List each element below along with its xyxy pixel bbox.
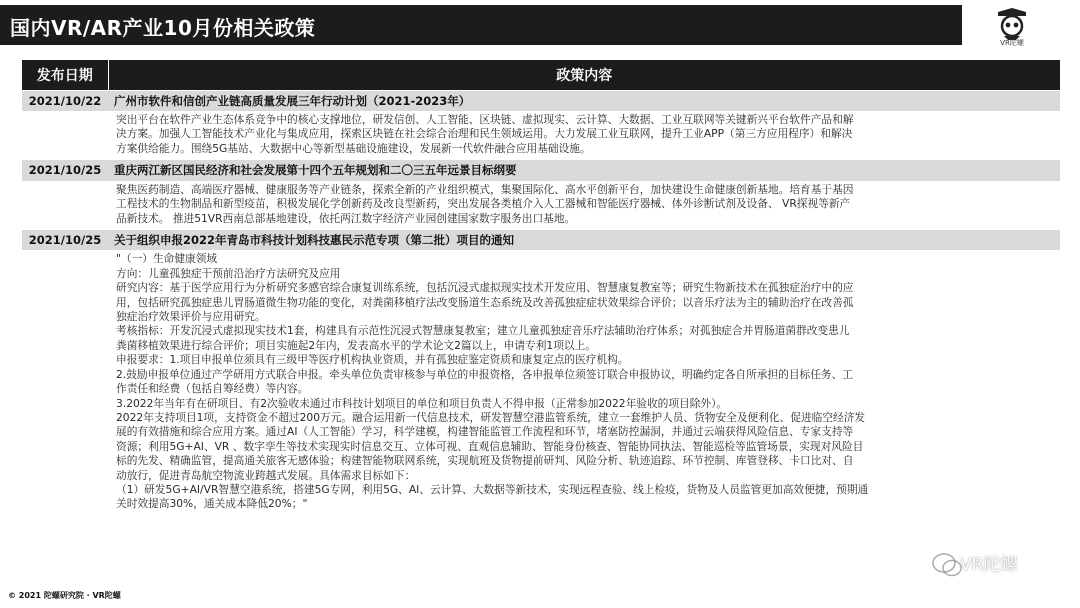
content-line: 品新技术。 推进51VR西南总部基地建设，依托两江数字经济产业园创建国家数字服务出口基地。 bbox=[116, 211, 576, 225]
content-line: 聚焦医药制造、高端医疗器械、健康服务等产业链条，探索全新的产业组织模式，集聚国际化、高水平创新平台，加快建设生命健康创新基地。培育基于基因 bbox=[116, 182, 854, 196]
content-line: 2.鼓励申报单位通过产学研用方式联合申报。牵头单位负责审核参与单位的申报资格，各申报单位须签订联合申报协议，明确约定各自所承担的目标任务、工 bbox=[116, 367, 853, 381]
table-header-row bbox=[22, 60, 1060, 90]
content-line: 2022年支持项目1项，支持资金不超过200万元。融合运用新一代信息技术，研发智慧空港监管系统，建立一套维护人员、货物安全及便利化、促进临空经济发 bbox=[116, 410, 866, 424]
content-line: （1）研发5G+AI/VR智慧空港系统，搭建5G专网，利用5G、AI、云计算、大数据等新技术，实现远程查验、线上检疫，货物及人员监管更加高效便捷，预期通 bbox=[116, 482, 869, 496]
content-line: "（一）生命健康领域 bbox=[116, 252, 218, 266]
content-line: 作责任和经费（包括自筹经费）等内容。 bbox=[116, 382, 309, 396]
policy-content bbox=[108, 250, 1060, 514]
policy-header-row bbox=[22, 160, 1060, 181]
policy-content bbox=[108, 111, 1060, 160]
content-line: 申报要求：1.项目申报单位须具有三级甲等医疗机构执业资质，并有孤独症鉴定资质和康复定点的医疗机构。 bbox=[116, 353, 629, 367]
policy-date: 2021/10/25 bbox=[22, 229, 108, 250]
content-line: 关时效提高30%，通关成本降低20%；" bbox=[116, 497, 308, 511]
logo-text: VR陀螺 bbox=[1000, 39, 1024, 47]
policy-header-row bbox=[22, 90, 1060, 111]
content-line: 资源；利用5G+AI、VR 、数字孪生等技术实现实时信息交互、立体可视、直观信息辅助、智能身份核查、智能协同执法、智能巡检等监管场景，实现对风险目 bbox=[116, 439, 864, 453]
column-header-content: 政策内容 bbox=[108, 60, 1060, 90]
content-line: 决方案。加强人工智能技术产业化与集成应用，探索区块链在社会综合治理和民生领域运用。大力发展工业互联网，提升工业APP（第三方应用程序）和解决 bbox=[116, 127, 853, 141]
policy-content bbox=[108, 181, 1060, 230]
content-line: 工程技术的生物制品和新型疫苗，积极发展化学创新药及改良型新药，突出发展各类植介入人工器械和智能医疗器械、体外诊断试剂及设备、 VR探视等新产 bbox=[116, 197, 851, 211]
policy-body-row bbox=[22, 111, 1060, 160]
content-line: 突出平台在软件产业生态体系竞争中的核心支撑地位，研发信创、人工智能、区块链、虚拟现实、云计算、大数据、工业互联网等关键新兴平台软件产品和解 bbox=[116, 113, 854, 126]
policy-header-row bbox=[22, 229, 1060, 250]
content-line: 粪菌移植效果进行综合评价；项目实施起2年内，发表高水平的学术论文2篇以上，申请专利1项以上。 bbox=[116, 338, 596, 352]
policy-title: 重庆两江新区国民经济和社会发展第十四个五年规划和二〇三五年远景目标纲要 bbox=[108, 160, 1060, 181]
content-line: 动放行，促进青岛航空物流业跨越式发展。具体需求目标如下： bbox=[116, 468, 416, 482]
policy-date: 2021/10/25 bbox=[22, 160, 108, 181]
content-line: 展的有效措施和综合应用方案。通过AI（人工智能）学习，科学建模，构建智能监管工作流程和环节，堵塞防控漏洞，并通过云端获得风险信息、专家支持等 bbox=[116, 425, 854, 439]
content-line: 研究内容：基于医学应用行为分析研究多感官综合康复训练系统，包括沉浸式虚拟现实技术开发应用、智慧康复教室等；研究生物新技术在孤独症治疗中的应 bbox=[116, 281, 854, 295]
policy-body-row bbox=[22, 181, 1060, 230]
title-bar bbox=[0, 0, 1080, 48]
content-line: 方向：儿童孤独症干预前沿治疗方法研究及应用 bbox=[116, 266, 341, 280]
watermark-text: VR陀螺 bbox=[960, 555, 1018, 575]
content-line: 方案供给能力。围绕5G基站、大数据中心等新型基础设施建设，发展新一代软件融合应用基础设施。 bbox=[116, 141, 591, 155]
policy-table bbox=[22, 60, 1060, 515]
policy-date-spacer bbox=[22, 111, 108, 160]
content-line: 3.2022年当年有在研项目、有2次验收未通过市科技计划项目的单位和项目负责人不得申报（正常参加2022年验收的项目除外）。 bbox=[116, 396, 728, 410]
content-line: 标的先发、精确监管，提高通关旅客无感体验；构建智能物联网系统，实现航班及货物提前研判、风险分析、轨迹追踪、环节控制、库管登移、卡口比对、自 bbox=[116, 454, 854, 468]
column-header-date: 发布日期 bbox=[22, 60, 108, 90]
policy-body-row bbox=[22, 250, 1060, 514]
content-line: 独症治疗效果评价与应用研究。 bbox=[116, 310, 266, 324]
policy-title: 关于组织申报2022年青岛市科技计划科技惠民示范专项（第二批）项目的通知 bbox=[108, 229, 1060, 250]
content-line: 考核指标：开发沉浸式虚拟现实技术1套，构建具有示范性沉浸式智慧康复教室；建立儿童孤独症音乐疗法辅助治疗体系；对孤独症合并胃肠道菌群改变患儿 bbox=[116, 324, 850, 338]
footer-copyright: © 2021 陀螺研究院 · VR陀螺 bbox=[8, 591, 121, 600]
page-title: 国内VR/AR产业10月份相关政策 bbox=[10, 16, 316, 40]
policy-date-spacer bbox=[22, 181, 108, 230]
content-line: 用，包括研究孤独症患儿胃肠道微生物功能的变化，对粪菌移植疗法改变肠道生态系统及改善孤独症症状效果综合评价；以音乐疗法为主的辅助治疗在改善孤 bbox=[116, 295, 854, 309]
policy-title: 广州市软件和信创产业链高质量发展三年行动计划（2021-2023年） bbox=[108, 90, 1060, 111]
policy-date: 2021/10/22 bbox=[22, 90, 108, 111]
policy-date-spacer bbox=[22, 250, 108, 514]
